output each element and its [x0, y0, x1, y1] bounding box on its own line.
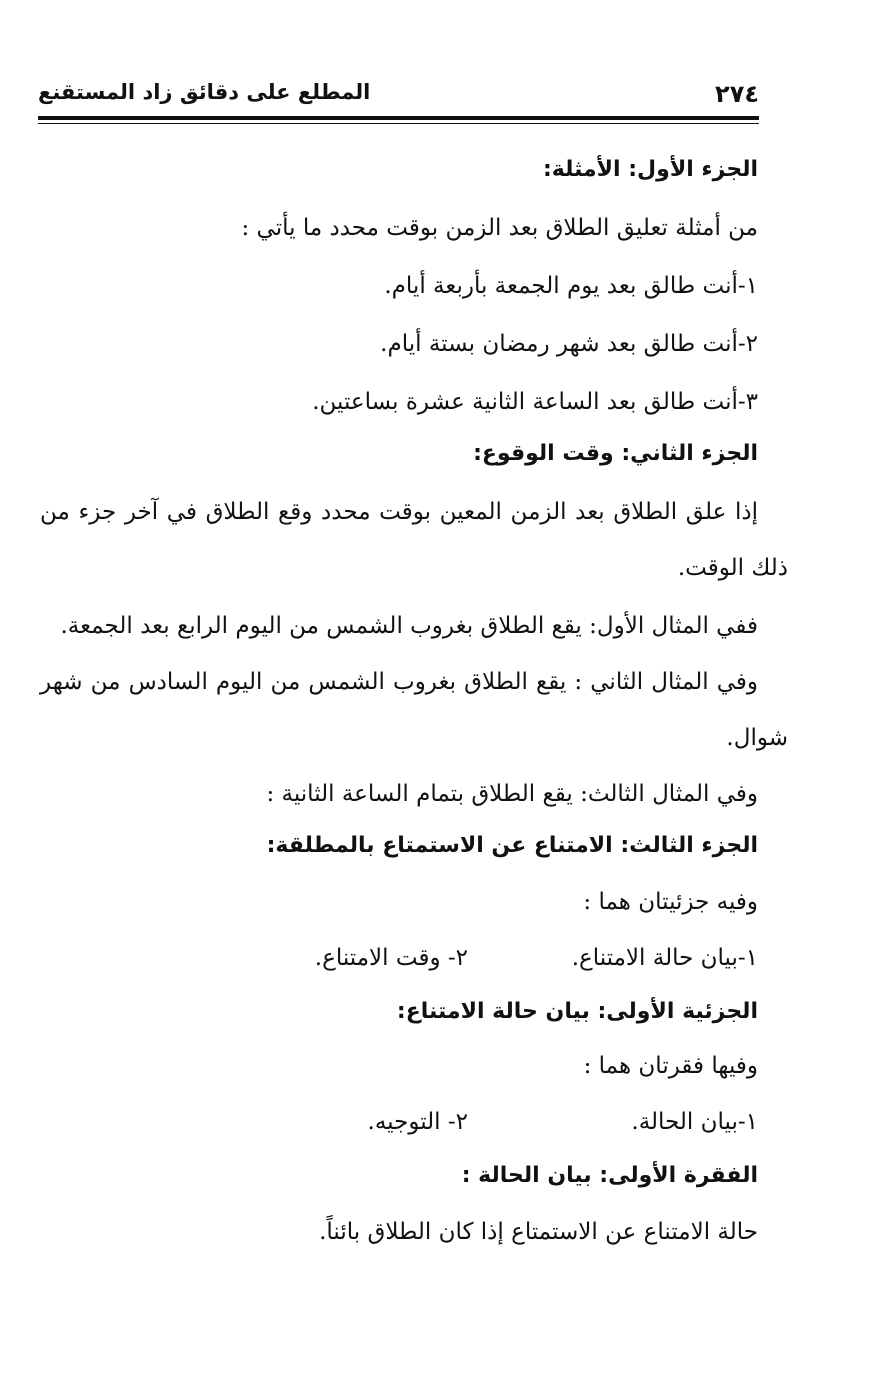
- paragraph-sections-intro: وفيها فقرتان هما :: [583, 1053, 758, 1079]
- paragraph-first-example: ففي المثال الأول: يقع الطلاق بغروب الشمس من اليوم الرابع بعد الجمعة.: [60, 613, 758, 639]
- running-title: المطلع على دقائق زاد المستقنع: [38, 80, 371, 104]
- page-header: [38, 80, 759, 114]
- heading-part-three: الجزء الثالث: الامتناع عن الاستمتاع بالمطلقة:: [266, 833, 758, 858]
- heading-part-two: الجزء الثاني: وقت الوقوع:: [473, 441, 758, 466]
- paragraph-case-description: حالة الامتناع عن الاستمتاع إذا كان الطلاق بائناً.: [319, 1219, 758, 1245]
- list-item-2: ٢- وقت الامتناع.: [314, 945, 468, 971]
- page-number: ٢٧٤: [715, 80, 759, 108]
- example-item-2: ٢-أنت طالق بعد شهر رمضان بستة أيام.: [380, 331, 758, 357]
- example-item-3: ٣-أنت طالق بعد الساعة الثانية عشرة بساعتين.: [312, 389, 758, 415]
- paragraph-timing-line-2: ذلك الوقت.: [677, 555, 788, 581]
- paragraph-timing-line-1: إذا علق الطلاق بعد الزمن المعين بوقت محدد وقع الطلاق في آخر جزء من: [40, 499, 758, 525]
- list-item-1: ١-بيان حالة الامتناع.: [571, 945, 758, 971]
- header-rule-thick: [38, 116, 759, 120]
- list-item-2: ٢- التوجيه.: [367, 1109, 468, 1135]
- heading-first-section: الفقرة الأولى: بيان الحالة :: [461, 1163, 758, 1188]
- header-rule-thin: [38, 123, 759, 124]
- paragraph-second-example-line-1: وفي المثال الثاني : يقع الطلاق بغروب الشمس من اليوم السادس من شهر: [40, 669, 758, 695]
- heading-part-one: الجزء الأول: الأمثلة:: [542, 157, 758, 182]
- paragraph-second-example-line-2: شوال.: [726, 725, 788, 751]
- list-item-1: ١-بيان الحالة.: [631, 1109, 758, 1135]
- paragraph-examples-intro: من أمثلة تعليق الطلاق بعد الزمن بوقت محدد ما يأتي :: [241, 215, 758, 241]
- heading-first-sub-part: الجزئية الأولى: بيان حالة الامتناع:: [396, 999, 758, 1024]
- paragraph-third-example: وفي المثال الثالث: يقع الطلاق بتمام الساعة الثانية :: [266, 781, 758, 807]
- example-item-1: ١-أنت طالق بعد يوم الجمعة بأربعة أيام.: [384, 273, 758, 299]
- paragraph-sub-parts-intro: وفيه جزئيتان هما :: [583, 889, 758, 915]
